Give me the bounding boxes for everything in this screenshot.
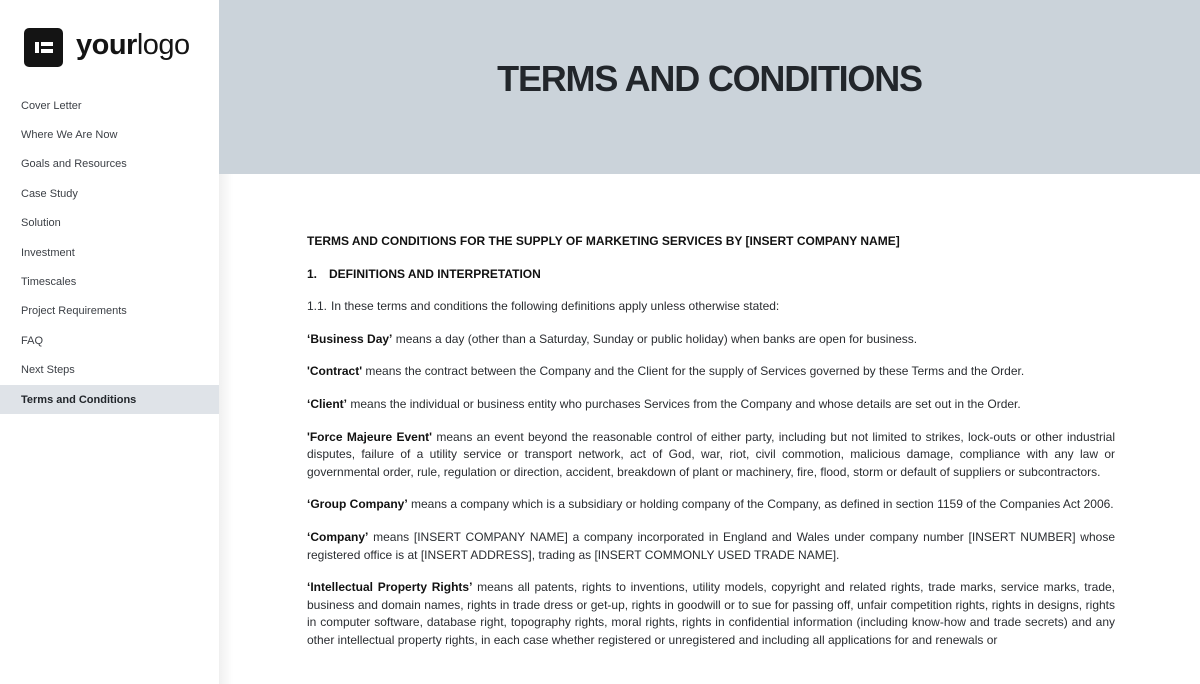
- section-heading: [307, 266, 1115, 284]
- main-content: [219, 0, 1200, 684]
- hero-banner: [219, 0, 1200, 174]
- definition-term: ‘Company’: [307, 529, 369, 544]
- sidebar-item-case-study[interactable]: Case Study: [21, 187, 78, 200]
- definition-intellectual-property-rights: [307, 579, 1115, 649]
- sidebar-item-investment[interactable]: Investment: [21, 246, 75, 259]
- logo-text-light: logo: [136, 29, 190, 61]
- definition-contract: [307, 363, 1115, 381]
- sidebar: [0, 0, 219, 684]
- definition-term: 'Force Majeure Event': [307, 429, 433, 444]
- definition-group-company: [307, 496, 1115, 514]
- logo-text-bold: your: [76, 29, 137, 61]
- definition-term: ‘Business Day’: [307, 331, 393, 346]
- subclause: [307, 298, 1115, 316]
- section-title: DEFINITIONS AND INTERPRETATION: [329, 266, 541, 281]
- definition-term: ‘Group Company’: [307, 497, 408, 512]
- definition-company: [307, 529, 1115, 564]
- sidebar-item-terms-and-conditions[interactable]: Terms and Conditions: [0, 385, 219, 414]
- sidebar-item-goals-and-resources[interactable]: Goals and Resources: [21, 158, 127, 171]
- definition-text: means the contract between the Company and the Client for the supply of Services governed by these Terms and the Order.: [362, 364, 1025, 379]
- definition-business-day: [307, 331, 1115, 349]
- definition-term: ‘Intellectual Property Rights’: [307, 580, 473, 595]
- definition-force-majeure: [307, 429, 1115, 482]
- definition-term: 'Contract': [307, 364, 363, 379]
- document-title: TERMS AND CONDITIONS FOR THE SUPPLY OF MARKETING SERVICES BY [INSERT COMPANY NAME]: [307, 234, 900, 248]
- page-title: TERMS AND CONDITIONS: [497, 58, 922, 99]
- definition-text: means a day (other than a Saturday, Sunday or public holiday) when banks are open for business.: [392, 331, 918, 346]
- terms-document: [307, 233, 1115, 650]
- definition-text: means [INSERT COMPANY NAME] a company incorporated in England and Wales under company number [INSERT NUMBER] whose registered office is at [INSERT ADDRESS], trading as [INSERT COMMONLY USED TRADE NAME].: [307, 529, 1115, 562]
- section-number: 1.: [307, 266, 318, 281]
- sidebar-item-project-requirements[interactable]: Project Requirements: [21, 305, 127, 318]
- sidebar-item-timescales[interactable]: Timescales: [21, 276, 77, 289]
- definition-client: [307, 396, 1115, 414]
- sidebar-item-solution[interactable]: Solution: [21, 217, 61, 230]
- sidebar-item-where-we-are-now[interactable]: Where We Are Now: [21, 129, 118, 142]
- sidebar-item-next-steps[interactable]: Next Steps: [21, 364, 75, 377]
- definition-term: ‘Client’: [307, 396, 348, 411]
- definition-text: means an event beyond the reasonable control of either party, including but not limited to strikes, lock-outs or other industrial disputes, failure of a utility service or transport network, act of God, war, riot, civil commotion, malicious damage, compliance with any law or governmental order, rule, regulation or direction, accident, breakdown of plant or machinery, fire, flood, storm or default of suppliers or subcontractors.: [307, 429, 1115, 479]
- sidebar-item-cover-letter[interactable]: Cover Letter: [21, 99, 82, 112]
- definition-text: means a company which is a subsidiary or holding company of the Company, as defined in section 1159 of the Companies Act 2006.: [407, 497, 1114, 512]
- definition-text: means all patents, rights to inventions, utility models, copyright and related rights, trade marks, service marks, trade, business and domain names, rights in trade dress or get-up, rights in goodwill or to sue for passing off, unfair competition rights, rights in designs, rights in computer software, database right, topography rights, moral rights, rights in confidential information (including know-how and trade secrets) and any other intellectual property rights, in each case whether registered or unregistered and including all applications for and renewals or: [307, 580, 1115, 647]
- subclause-text: In these terms and conditions the following definitions apply unless otherwise stated:: [331, 299, 780, 314]
- logo-text: [76, 31, 190, 60]
- definition-text: means the individual or business entity who purchases Services from the Company and whose details are set out in the Order.: [347, 396, 1021, 411]
- sidebar-item-faq[interactable]: FAQ: [21, 334, 44, 347]
- sidebar-nav: [0, 91, 219, 414]
- subclause-number: 1.1.: [307, 299, 328, 314]
- logo[interactable]: [24, 28, 190, 67]
- logo-mark-icon: [24, 28, 63, 67]
